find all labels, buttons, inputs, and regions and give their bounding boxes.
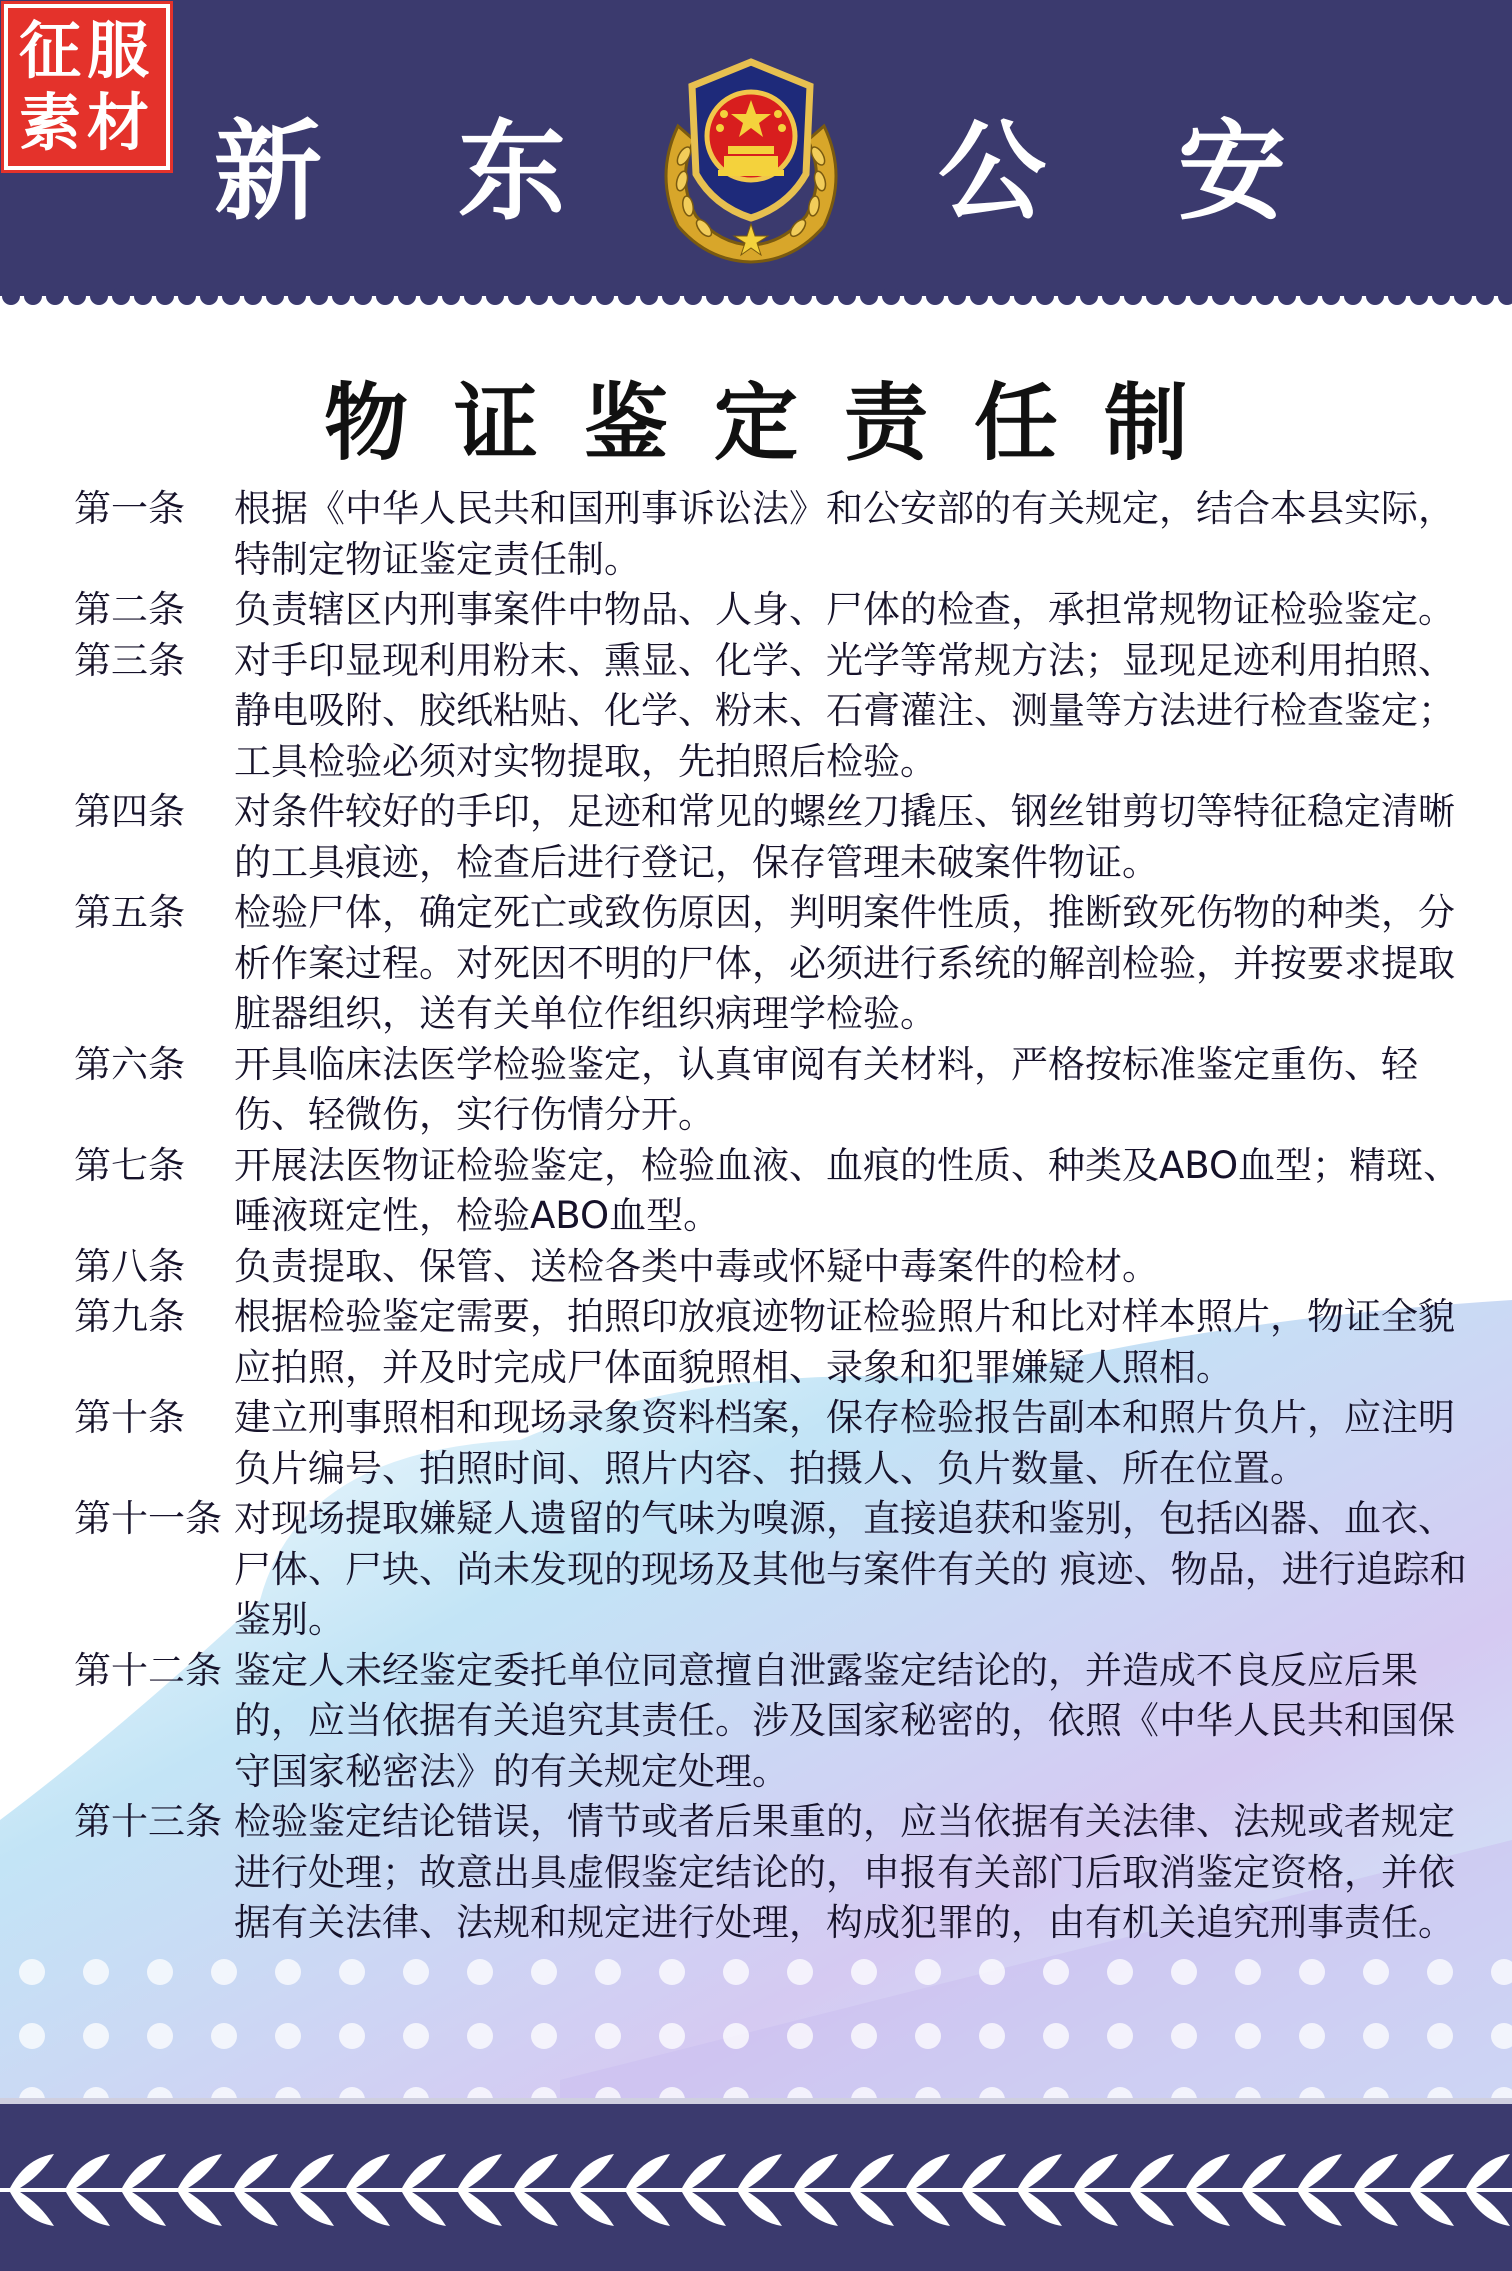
footer-divider <box>0 2098 1512 2104</box>
article-text: 负责提取、保管、送检各类中毒或怀疑中毒案件的检材。 <box>234 1244 1159 1288</box>
article-2 <box>74 585 1484 636</box>
article-text: 对现场提取嫌疑人遗留的气味为嗅源，直接追获和鉴别，包括凶器、血衣、尸体、尸块、尚未发现的现场及其他与案件有关的 痕迹、物品，进行追踪和鉴别。 <box>234 1497 1467 1641</box>
article-label: 第八条 <box>74 1244 185 1288</box>
article-9 <box>74 1292 1484 1393</box>
article-label: 第十三条 <box>74 1800 222 1843</box>
footer-leaf-pattern <box>0 2150 1512 2230</box>
article-text: 根据检验鉴定需要，拍照印放痕迹物证检验照片和比对样本照片，物证全貌应拍照，并及时完成尸体面貌照相、录象和犯罪嫌疑人照相。 <box>234 1295 1455 1389</box>
header-char-1: 新 <box>214 109 323 235</box>
article-text: 开具临床法医学检验鉴定，认真审阅有关材料，严格按标准鉴定重伤、轻伤、轻微伤，实行伤情分开。 <box>234 1042 1418 1136</box>
article-text: 对手印显现利用粉末、熏显、化学、光学等常规方法；显现足迹利用拍照、静电吸附、胶纸粘贴、化学、粉末、石膏灌注、测量等方法进行检查鉴定；工具检验必须对实物提取，先拍照后检验。 <box>234 638 1455 783</box>
article-label: 第四条 <box>74 790 185 833</box>
article-label: 第九条 <box>74 1295 185 1338</box>
article-text: 检验鉴定结论错误，情节或者后果重的，应当依据有关法律、法规或者规定进行处理；故意出具虚假鉴定结论的，申报有关部门后取消鉴定资格，并依据有关法律、法规和规定进行处理，构成犯罪的，由有机关追究刑事责任。 <box>234 1800 1455 1944</box>
article-label: 第六条 <box>74 1042 185 1086</box>
header-char-4: 安 <box>1178 109 1287 235</box>
article-text: 建立刑事照相和现场录象资料档案，保存检验报告副本和照片负片，应注明负片编号、拍照时间、照片内容、拍摄人、负片数量、所在位置。 <box>234 1396 1455 1490</box>
header-char-3: 公 <box>938 109 1047 235</box>
article-3 <box>74 636 1484 788</box>
header-scallop-border <box>0 288 1512 318</box>
article-text: 对条件较好的手印，足迹和常见的螺丝刀撬压、钢丝钳剪切等特征稳定清晰的工具痕迹，检查后进行登记，保存管理未破案件物证。 <box>234 790 1455 884</box>
article-text: 鉴定人未经鉴定委托单位同意擅自泄露鉴定结论的，并造成不良反应后果的，应当依据有关追究其责任。涉及国家秘密的，依照《中华人民共和国保守国家秘密法》的有关规定处理。 <box>234 1648 1455 1793</box>
header-char-2: 东 <box>458 109 567 235</box>
article-label: 第十二条 <box>74 1648 222 1692</box>
articles-list <box>74 484 1484 1949</box>
article-text: 开展法医物证检验鉴定，检验血液、血痕的性质、种类及ABO血型；精斑、唾液斑定性，检验ABO血型。 <box>234 1143 1461 1237</box>
article-8 <box>74 1242 1484 1293</box>
article-11 <box>74 1494 1484 1646</box>
article-text: 负责辖区内刑事案件中物品、人身、尸体的检查，承担常规物证检验鉴定。 <box>234 588 1455 631</box>
police-emblem-icon <box>648 56 854 266</box>
article-label: 第一条 <box>74 487 185 530</box>
article-13 <box>74 1797 1484 1949</box>
article-text: 检验尸体，确定死亡或致伤原因，判明案件性质，推断致死伤物的种类，分析作案过程。对死因不明的尸体，必须进行系统的解剖检验，并按要求提取脏器组织，送有关单位作组织病理学检验。 <box>234 891 1455 1035</box>
article-12 <box>74 1646 1484 1798</box>
seal-line-1: 征服 <box>18 14 155 87</box>
article-4 <box>74 787 1484 888</box>
article-label: 第五条 <box>74 891 185 934</box>
article-5 <box>74 888 1484 1040</box>
article-7 <box>74 1141 1484 1242</box>
article-10 <box>74 1393 1484 1494</box>
article-label: 第十一条 <box>74 1497 222 1540</box>
corner-seal-stamp <box>4 4 170 170</box>
article-label: 第二条 <box>74 588 185 631</box>
article-label: 第三条 <box>74 638 185 682</box>
seal-line-2: 素材 <box>18 86 155 159</box>
document-title: 物证鉴定责任制 <box>323 374 1234 472</box>
article-text: 根据《中华人民共和国刑事诉讼法》和公安部的有关规定，结合本县实际，特制定物证鉴定责任制。 <box>234 487 1455 581</box>
article-label: 第十条 <box>74 1396 185 1439</box>
article-6 <box>74 1040 1484 1141</box>
article-label: 第七条 <box>74 1143 185 1187</box>
article-1 <box>74 484 1484 585</box>
